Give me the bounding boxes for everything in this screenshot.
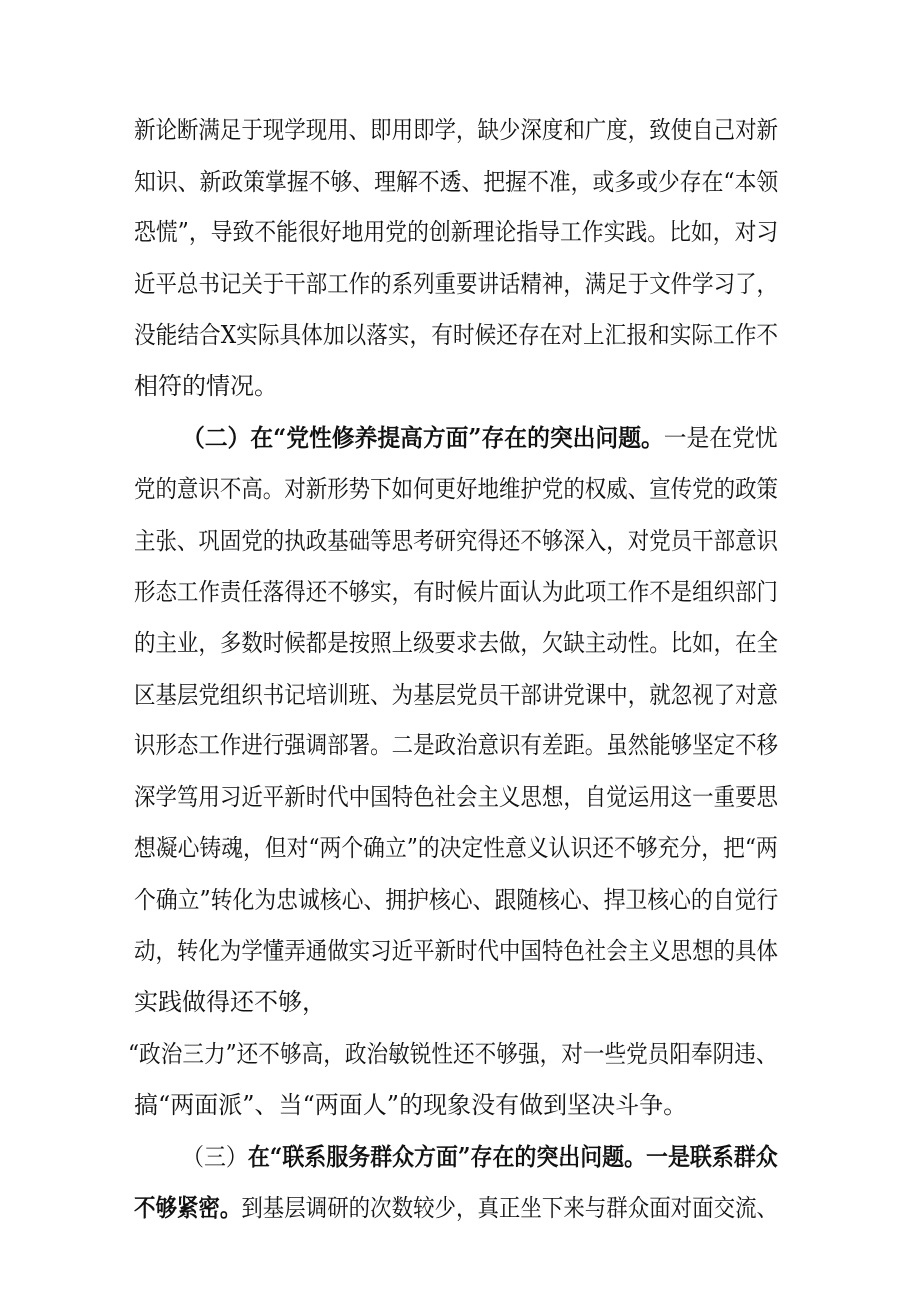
text-line-20 <box>134 1090 687 1120</box>
text-segment: 实践做得还不够， <box>134 988 326 1016</box>
text-line-6 <box>134 371 278 401</box>
text-line-22 <box>134 1193 778 1223</box>
text-segment: 动，转化为学懂弄通做实习近平新时代中国特色社会主义思想的具体 <box>134 937 778 965</box>
text-segment: “政治三力”还不够高，政治敏锐性还不够强，对一些党员阳奉阴违、 <box>128 1040 778 1068</box>
text-segment: 形态工作责任落得还不够实，有时候片面认为此项工作不是组织部门 <box>134 578 778 606</box>
text-segment: 党的意识不高。对新形势下如何更好地维护党的权威、宣传党的政策 <box>134 475 778 503</box>
text-segment: 个确立”转化为忠诚核心、拥护核心、跟随核心、捍卫核心的自觉行 <box>134 886 779 914</box>
text-line-15 <box>134 833 778 863</box>
text-segment: 新论断满足于现学现用、即用即学，缺少深度和广度，致使自己对新 <box>134 116 778 144</box>
text-line-3 <box>134 217 778 247</box>
text-line-5 <box>134 320 778 350</box>
text-line-17 <box>134 936 778 966</box>
text-line-9 <box>134 526 778 556</box>
text-line-2 <box>134 167 778 197</box>
text-line-11 <box>134 628 778 658</box>
text-segment: 一是在党忧 <box>663 424 778 452</box>
text-segment: 到基层调研的次数较少，真正坐下来与群众面对面交流、 <box>241 1194 778 1222</box>
section-title: 在“联系服务群众方面”存在的突出问题。一是联系群众 <box>247 1142 778 1171</box>
text-segment: 想凝心铸魂，但对“两个确立”的决定性意义认识还不够充分，把“两 <box>134 834 778 862</box>
text-segment: 相符的情况。 <box>134 372 278 400</box>
text-line-12 <box>134 680 778 710</box>
text-line-16 <box>134 885 778 915</box>
text-line-1 <box>134 115 778 145</box>
section-heading-3 <box>182 1142 778 1172</box>
section-title: （二）在“党性修养提高方面”存在的突出问题。 <box>182 423 664 452</box>
text-line-18 <box>134 987 326 1017</box>
text-segment: 识形态工作进行强调部署。二是政治意识有差距。虽然能够坚定不移 <box>134 731 778 759</box>
text-segment: 恐慌”，导致不能很好地用党的创新理论指导工作实践。比如，对习 <box>134 218 779 246</box>
text-segment: 深学笃用习近平新时代中国特色社会主义思想，自觉运用这一重要思 <box>134 783 778 811</box>
text-segment: 区基层党组织书记培训班、为基层党员干部讲党课中，就忽视了对意 <box>134 681 778 709</box>
text-segment: 近平总书记关于干部工作的系列重要讲话精神，满足于文件学习了， <box>134 270 778 298</box>
text-segment: 主张、巩固党的执政基础等思考研究得还不够深入，对党员干部意识 <box>134 527 778 555</box>
text-line-4 <box>134 269 778 299</box>
text-segment: 搞“两面派”、当“两面人”的现象没有做到坚决斗争。 <box>134 1091 688 1119</box>
section-heading-2 <box>182 423 778 453</box>
text-line-14 <box>134 782 778 812</box>
text-line-10 <box>134 577 778 607</box>
text-line-19 <box>128 1039 778 1069</box>
text-segment: 知识、新政策掌握不够、理解不透、把握不准，或多或少存在“本领 <box>134 168 779 196</box>
text-line-13 <box>134 730 778 760</box>
text-segment: 的主业，多数时候都是按照上级要求去做，欠缺主动性。比如，在全 <box>134 629 778 657</box>
section-number: （三） <box>182 1143 248 1171</box>
text-segment: 没能结合X实际具体加以落实，有时候还存在对上汇报和实际工作不 <box>134 321 779 349</box>
text-line-8 <box>134 474 778 504</box>
emphasis-segment: 不够紧密。 <box>134 1193 242 1222</box>
